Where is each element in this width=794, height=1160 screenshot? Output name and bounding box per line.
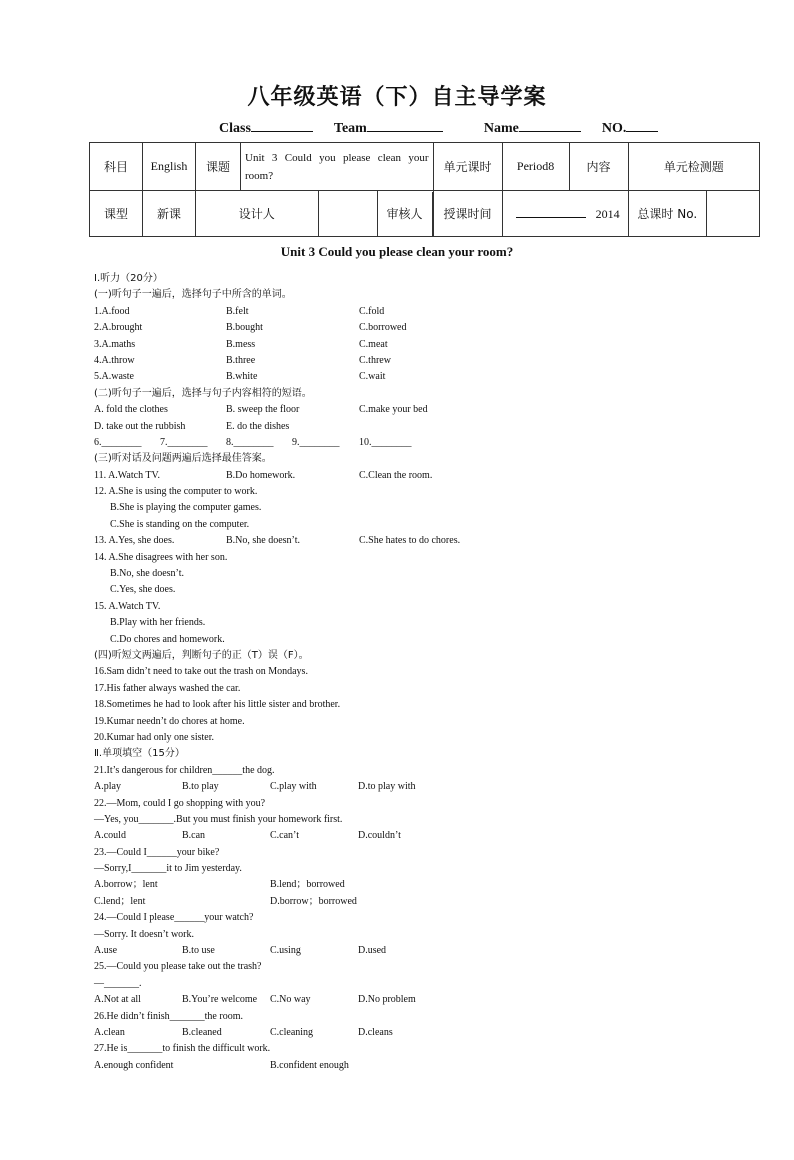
exercise-text: A.enough confident <box>94 1059 174 1071</box>
exercise-text: 6.________ <box>94 436 142 448</box>
exercise-line <box>94 386 774 402</box>
exercise-line <box>94 533 774 549</box>
exercise-text: C.Clean the room. <box>359 469 433 481</box>
exercise-text: A.play <box>94 781 121 793</box>
exercise-text: C.She is standing on the computer. <box>110 518 250 530</box>
exercise-text: B.Do homework. <box>226 469 296 481</box>
exercise-line <box>94 796 774 812</box>
exercise-text: B.can <box>182 830 206 842</box>
student-info-line <box>219 117 658 137</box>
exercise-text: 12. A.She is using the computer to work. <box>94 486 258 498</box>
exercise-text: C.make your bed <box>359 404 428 416</box>
time-blank <box>516 205 586 218</box>
exercise-text: 3.A.maths <box>94 338 136 350</box>
period-value: Period8 <box>502 143 569 191</box>
exercise-line <box>94 287 774 303</box>
exercise-text: 20.Kumar had only one sister. <box>94 731 214 743</box>
exercise-text: 8.________ <box>226 436 274 448</box>
exercise-text: C.No way <box>270 994 311 1006</box>
exercise-text: B.confident enough <box>270 1059 349 1071</box>
exercise-line <box>94 353 774 369</box>
exercise-text: (四)听短文两遍后，判断句子的正（T）误（F）。 <box>94 649 309 661</box>
exercise-line <box>94 877 774 893</box>
exercise-text: A. fold the clothes <box>94 404 168 416</box>
topic-label: 课题 <box>196 143 241 191</box>
exercise-text: C.She hates to do chores. <box>359 535 461 547</box>
exercise-text: 11. A.Watch TV. <box>94 469 160 481</box>
exercise-text: 24.—Could I please______your watch? <box>94 912 254 924</box>
exercise-text: C.Yes, she does. <box>110 584 176 596</box>
exercise-line <box>94 419 774 435</box>
exercise-text: D.borrow；borrowed <box>270 895 357 907</box>
no-blank[interactable] <box>626 117 658 132</box>
exercise-line <box>94 992 774 1008</box>
exercise-line <box>94 763 774 779</box>
designer-label: 设计人 <box>196 191 319 237</box>
name-blank[interactable] <box>519 117 581 132</box>
name-label: Name <box>483 121 519 136</box>
exercise-text: 18.Sometimes he had to look after his little sister and brother. <box>94 699 341 711</box>
total-label-text: 总课时 No. <box>637 207 698 221</box>
exercise-text: B.to use <box>182 945 215 957</box>
exercise-line <box>94 599 774 615</box>
exercise-line <box>94 779 774 795</box>
exercise-text: B.white <box>226 371 258 383</box>
exercise-line <box>94 697 774 713</box>
exercise-text: (二)听句子一遍后，选择与句子内容相符的短语。 <box>94 387 312 399</box>
exercise-text: 4.A.throw <box>94 354 135 366</box>
total-label <box>628 191 706 237</box>
team-label: Team <box>333 121 367 136</box>
exercise-text: C.cleaning <box>270 1026 314 1038</box>
exercise-text: B.bought <box>226 322 263 334</box>
time-cell[interactable] <box>502 191 628 237</box>
exercise-text: C.threw <box>359 354 391 366</box>
exercise-line <box>94 927 774 943</box>
subject-value: English <box>143 143 196 191</box>
exercise-text: (一)听句子一遍后，选择句子中所含的单词。 <box>94 289 292 301</box>
exercise-text: C.borrowed <box>359 322 407 334</box>
exercise-text: B.to play <box>182 781 219 793</box>
exercise-text: B.mess <box>226 338 256 350</box>
exercise-line <box>94 1058 774 1074</box>
exercise-text: 19.Kumar needn’t do chores at home. <box>94 715 245 727</box>
exercise-line <box>94 894 774 910</box>
exercise-text: C.play with <box>270 781 317 793</box>
exercise-text: E. do the dishes <box>226 420 290 432</box>
exercise-text: 1.A.food <box>94 305 130 317</box>
exercise-text: —Sorry. It doesn’t work. <box>94 928 194 940</box>
exercise-line <box>94 484 774 500</box>
exercise-line <box>94 714 774 730</box>
exercise-line <box>94 812 774 828</box>
team-blank[interactable] <box>367 117 443 132</box>
time-label: 授课时间 <box>433 191 502 237</box>
exercise-text: B.No, she doesn’t. <box>226 535 300 547</box>
exercise-text: Ⅰ.听力（20分） <box>94 273 163 284</box>
exercise-text: 22.—Mom, could I go shopping with you? <box>94 797 266 809</box>
exercise-text: C.wait <box>359 371 386 383</box>
exercise-text: D.No problem <box>358 994 416 1006</box>
exercise-text: 5.A.waste <box>94 371 134 383</box>
unit-heading: Unit 3 Could you please clean your room? <box>280 244 514 259</box>
exercise-text: 15. A.Watch TV. <box>94 600 161 612</box>
reviewer-cell <box>377 191 433 237</box>
exercise-line <box>94 582 774 598</box>
exercise-content <box>94 271 774 1074</box>
exercise-text: 16.Sam didn’t need to take out the trash on Mondays. <box>94 666 308 678</box>
exercise-text: D.cleans <box>358 1026 393 1038</box>
exercise-text: A.could <box>94 830 126 842</box>
exercise-line <box>94 271 774 287</box>
exercise-text: C.using <box>270 945 301 957</box>
exercise-line <box>94 500 774 516</box>
exercise-text: 10.________ <box>359 436 412 448</box>
exercise-text: B.Play with her friends. <box>110 617 206 629</box>
designer-value[interactable] <box>318 191 377 237</box>
topic-value: Unit 3 Could you please clean your room? <box>241 143 434 191</box>
exercise-text: C.meat <box>359 338 388 350</box>
page-title: 八年级英语（下）自主导学案 <box>247 85 547 110</box>
exercise-line <box>94 615 774 631</box>
exercise-line <box>94 943 774 959</box>
exercise-text: 13. A.Yes, she does. <box>94 535 175 547</box>
period-label: 单元课时 <box>433 143 502 191</box>
exercise-text: B. sweep the floor <box>226 404 300 416</box>
content-label: 内容 <box>569 143 628 191</box>
exercise-line <box>94 435 774 451</box>
exercise-text: A.clean <box>94 1026 125 1038</box>
exercise-text: B.three <box>226 354 256 366</box>
exercise-text: 14. A.She disagrees with her son. <box>94 551 228 563</box>
exercise-line <box>94 845 774 861</box>
exercise-line <box>94 402 774 418</box>
class-label: Class <box>219 121 251 136</box>
exercise-line <box>94 451 774 467</box>
class-blank[interactable] <box>251 117 313 132</box>
exercise-line <box>94 320 774 336</box>
type-label: 课型 <box>90 191 143 237</box>
exercise-text: D.to play with <box>358 781 416 793</box>
exercise-text: B.She is playing the computer games. <box>110 502 262 514</box>
exercise-text: B.felt <box>226 305 249 317</box>
exercise-text: 25.—Could you please take out the trash? <box>94 961 262 973</box>
exercise-text: 7.________ <box>160 436 208 448</box>
exercise-text: 21.It’s dangerous for children______the dog. <box>94 764 275 776</box>
exercise-text: A.Not at all <box>94 994 141 1006</box>
exercise-line <box>94 746 774 762</box>
exercise-text: 27.He is_______to finish the difficult work. <box>94 1043 271 1055</box>
exercise-text: 9.________ <box>292 436 340 448</box>
exercise-line <box>94 566 774 582</box>
exercise-text: (三)听对话及问题两遍后选择最佳答案。 <box>94 453 272 465</box>
exercise-line <box>94 632 774 648</box>
exercise-line <box>94 828 774 844</box>
exercise-line <box>94 861 774 877</box>
exercise-line <box>94 730 774 746</box>
exercise-line <box>94 1009 774 1025</box>
exercise-line <box>94 517 774 533</box>
exercise-text: 26.He didn’t finish_______the room. <box>94 1010 243 1022</box>
exercise-line <box>94 468 774 484</box>
exercise-text: D. take out the rubbish <box>94 420 186 432</box>
exercise-text: 2.A.brought <box>94 322 143 334</box>
exercise-text: D.used <box>358 945 387 957</box>
content-value: 单元检测题 <box>628 143 759 191</box>
exercise-text: A.borrow；lent <box>94 879 158 891</box>
exercise-line <box>94 681 774 697</box>
exercise-text: —Yes, you_______.But you must finish your homework first. <box>94 813 343 825</box>
no-label: NO. <box>601 121 627 136</box>
exercise-text: D.couldn’t <box>358 830 401 842</box>
exercise-text: —Sorry,I_______it to Jim yesterday. <box>94 863 242 875</box>
exercise-line <box>94 337 774 353</box>
exercise-line <box>94 976 774 992</box>
exercise-line <box>94 664 774 680</box>
exercise-text: —_______. <box>94 977 142 989</box>
exercise-text: B.You’re welcome <box>182 994 258 1006</box>
exercise-line <box>94 304 774 320</box>
subject-label: 科目 <box>90 143 143 191</box>
exercise-text: 23.—Could I______your bike? <box>94 846 220 858</box>
exercise-line <box>94 369 774 385</box>
lesson-meta-table <box>89 142 760 237</box>
exercise-text: C.can’t <box>270 830 299 842</box>
reviewer-label: 审核人 <box>386 207 423 221</box>
exercise-line <box>94 1041 774 1057</box>
exercise-text: 17.His father always washed the car. <box>94 682 241 694</box>
exercise-line <box>94 910 774 926</box>
exercise-text: A.use <box>94 945 118 957</box>
exercise-text: Ⅱ.单项填空（15分） <box>94 748 185 760</box>
reviewer-value[interactable] <box>432 192 433 236</box>
time-value: 2014 <box>595 207 620 221</box>
exercise-line <box>94 1025 774 1041</box>
exercise-line <box>94 648 774 664</box>
exercise-text: B.No, she doesn’t. <box>110 568 184 580</box>
exercise-line <box>94 550 774 566</box>
exercise-text: B.cleaned <box>182 1026 222 1038</box>
total-value[interactable] <box>707 191 760 237</box>
exercise-text: C.Do chores and homework. <box>110 633 225 645</box>
exercise-text: C.fold <box>359 305 385 317</box>
exercise-line <box>94 959 774 975</box>
exercise-text: B.lend；borrowed <box>270 879 345 891</box>
type-value: 新课 <box>143 191 196 237</box>
exercise-text: C.lend；lent <box>94 895 146 907</box>
